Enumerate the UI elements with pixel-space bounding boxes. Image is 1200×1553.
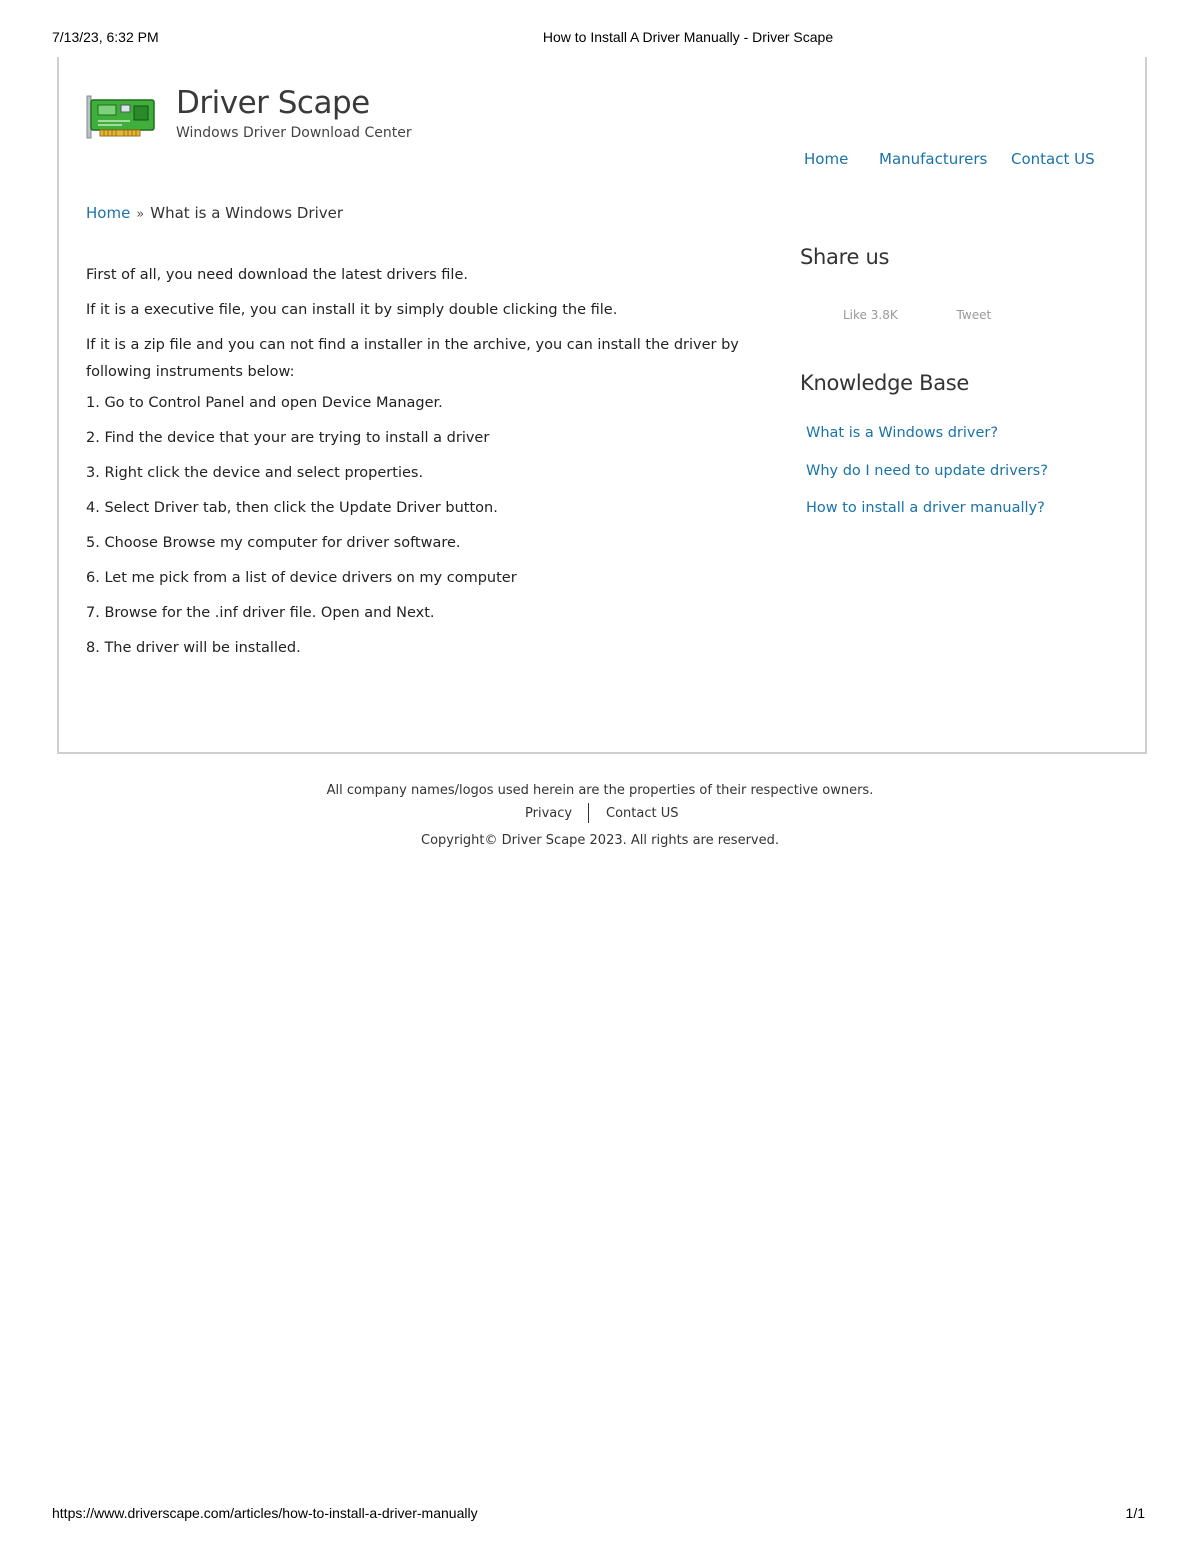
article-body: [86, 262, 766, 666]
step-item: 1. Go to Control Panel and open Device Manager.: [86, 395, 443, 411]
list-item: [806, 463, 1048, 501]
footer-divider: [588, 803, 589, 823]
print-header: [0, 29, 1200, 49]
nav-contact[interactable]: Contact US: [1011, 150, 1095, 168]
kb-link-how-install[interactable]: How to install a driver manually?: [806, 500, 1045, 516]
list-item: [806, 500, 1048, 538]
step-item: 8. The driver will be installed.: [86, 640, 301, 656]
network-card-icon[interactable]: [86, 94, 156, 142]
print-datetime: 7/13/23, 6:32 PM: [52, 29, 159, 45]
step-item: 5. Choose Browse my computer for driver software.: [86, 535, 461, 551]
site-footer: [0, 783, 1200, 848]
share-heading: Share us: [800, 245, 890, 269]
site-tagline: Windows Driver Download Center: [176, 125, 412, 141]
tweet-button[interactable]: Tweet: [956, 308, 992, 322]
breadcrumb-separator: »: [136, 207, 145, 222]
print-page-number: 1/1: [1125, 1505, 1145, 1521]
footer-contact-link[interactable]: Contact US: [606, 806, 679, 821]
article-paragraph: If it is a executive file, you can install it by simply double clicking the file.: [86, 302, 618, 318]
kb-link-why-update[interactable]: Why do I need to update drivers?: [806, 462, 1048, 479]
step-item: 3. Right click the device and select properties.: [86, 465, 424, 481]
privacy-link[interactable]: Privacy: [525, 806, 573, 821]
nav-manufacturers[interactable]: Manufacturers: [879, 150, 988, 168]
article-paragraph: If it is a zip file and you can not find a installer in the archive, you can install the driver by following instruments below:: [86, 337, 739, 380]
page-frame: [57, 57, 1147, 754]
owners-note: All company names/logos used herein are the properties of their respective owners.: [326, 783, 874, 798]
copyright: Copyright© Driver Scape 2023. All rights are reserved.: [421, 833, 779, 848]
kb-link-what-is-driver[interactable]: What is a Windows driver?: [806, 425, 999, 441]
step-item: 4. Select Driver tab, then click the Update Driver button.: [86, 500, 498, 516]
breadcrumb-current: What is a Windows Driver: [150, 204, 344, 222]
site-name[interactable]: Driver Scape: [176, 85, 370, 121]
knowledge-base-heading: Knowledge Base: [800, 371, 970, 395]
step-item: 6. Let me pick from a list of device drivers on my computer: [86, 570, 517, 586]
step-item: 2. Find the device that your are trying to install a driver: [86, 430, 490, 446]
like-button[interactable]: Like 3.8K: [843, 308, 898, 322]
breadcrumb-home[interactable]: Home: [86, 204, 131, 222]
share-buttons: [843, 308, 991, 322]
breadcrumb: [86, 204, 343, 222]
list-item: [806, 425, 1048, 463]
print-doc-title: How to Install A Driver Manually - Driver Scape: [542, 29, 834, 45]
knowledge-base-list: [806, 425, 1048, 538]
print-footer: [0, 1505, 1200, 1525]
step-item: 7. Browse for the .inf driver file. Open and Next.: [86, 605, 435, 621]
nav-home[interactable]: Home: [804, 150, 849, 168]
footer-links: [0, 806, 1200, 826]
print-url: https://www.driverscape.com/articles/how-to-install-a-driver-manually: [52, 1505, 478, 1521]
article-paragraph: First of all, you need download the latest drivers file.: [86, 267, 468, 283]
